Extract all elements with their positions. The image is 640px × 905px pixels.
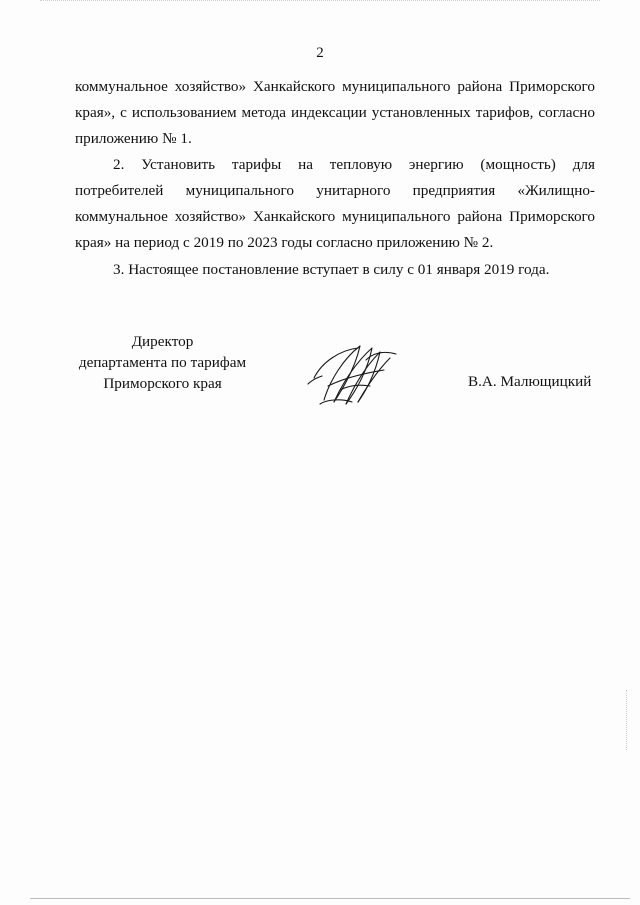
- signatory-title-line-2: департамента по тарифам: [78, 354, 247, 371]
- paragraph-1-line-1: коммунальное хозяйство» Ханкайского муниципального района Приморского: [75, 78, 595, 95]
- paragraph-1: [75, 74, 595, 152]
- scan-artifact-bottom: [30, 898, 630, 899]
- scan-artifact-top: [40, 0, 600, 3]
- paragraph-3-text: 3. Настоящее постановление вступает в силу с 01 января 2019 года.: [113, 261, 550, 278]
- paragraph-2: [75, 152, 595, 256]
- paragraph-2-line-3: коммунальное хозяйство» Ханкайского муниципального района Приморского: [75, 208, 595, 225]
- page-number: 2: [316, 45, 324, 61]
- paragraph-2-line-4: края» на период с 2019 по 2023 годы согласно приложению № 2.: [75, 234, 494, 251]
- signatory-title-line-3: Приморского края: [103, 375, 222, 392]
- paragraph-2-line-2: потребителей муниципального унитарного предприятия «Жилищно-: [75, 182, 595, 199]
- paragraph-1-line-2: края», с использованием метода индексации установленных тарифов, согласно: [75, 104, 595, 121]
- signatory-name: В.А. Малющицкий: [468, 373, 592, 390]
- handwritten-signature: [300, 340, 410, 410]
- signatory-title: [75, 331, 250, 394]
- scan-artifact-right: [626, 690, 628, 750]
- paragraph-2-line-1: 2. Установить тарифы на тепловую энергию (мощность) для: [113, 156, 595, 173]
- paragraph-3: [75, 257, 595, 283]
- paragraph-1-line-3: приложению № 1.: [75, 130, 192, 147]
- signatory-title-line-1: Директор: [131, 333, 194, 350]
